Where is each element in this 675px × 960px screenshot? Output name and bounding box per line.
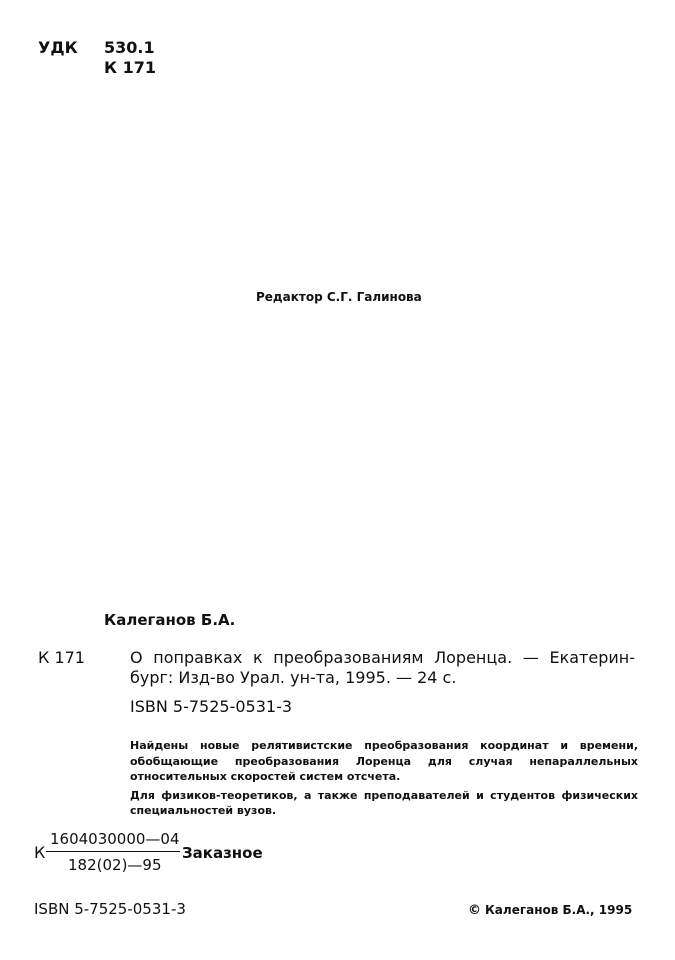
udk-label: УДК <box>38 38 78 57</box>
title-line-1: О поправках к преобразованиям Лоренца. — Екатерин- <box>130 648 635 667</box>
author-name: Калеганов Б.А. <box>104 611 236 629</box>
udk-author-code: К 171 <box>104 58 157 77</box>
copyright-icon: © <box>468 903 481 918</box>
udk-value: 530.1 <box>104 38 155 57</box>
editor-credit: Редактор С.Г. Галинова <box>256 290 422 304</box>
abstract-paragraph-1: Найдены новые релятивистские преобразования координат и времени, обобщающие преобразования Лоренца для случая непараллельных относительных скоростей систем отсчета. <box>130 739 638 783</box>
fraction-prefix: К <box>34 843 46 862</box>
fraction-suffix: Заказное <box>182 844 263 862</box>
title-line-2: бург: Изд-во Урал. ун-та, 1995. — 24 с. <box>130 668 457 687</box>
copyright <box>468 903 632 918</box>
copyright-text: Калеганов Б.А., 1995 <box>485 903 633 917</box>
catalog-code: К 171 <box>38 648 85 667</box>
footer-isbn: ISBN 5-7525-0531-3 <box>34 900 186 918</box>
bibliographic-title <box>130 648 635 688</box>
abstract-paragraph-2: Для физиков-теоретиков, а также преподавателей и студентов физических специальностей вузов. <box>130 788 638 817</box>
fraction-bar <box>46 851 180 852</box>
catalog-isbn: ISBN 5-7525-0531-3 <box>130 697 293 716</box>
fraction-denominator: 182(02)—95 <box>68 856 162 874</box>
abstract <box>130 738 638 819</box>
fraction-numerator: 1604030000—04 <box>50 830 180 848</box>
